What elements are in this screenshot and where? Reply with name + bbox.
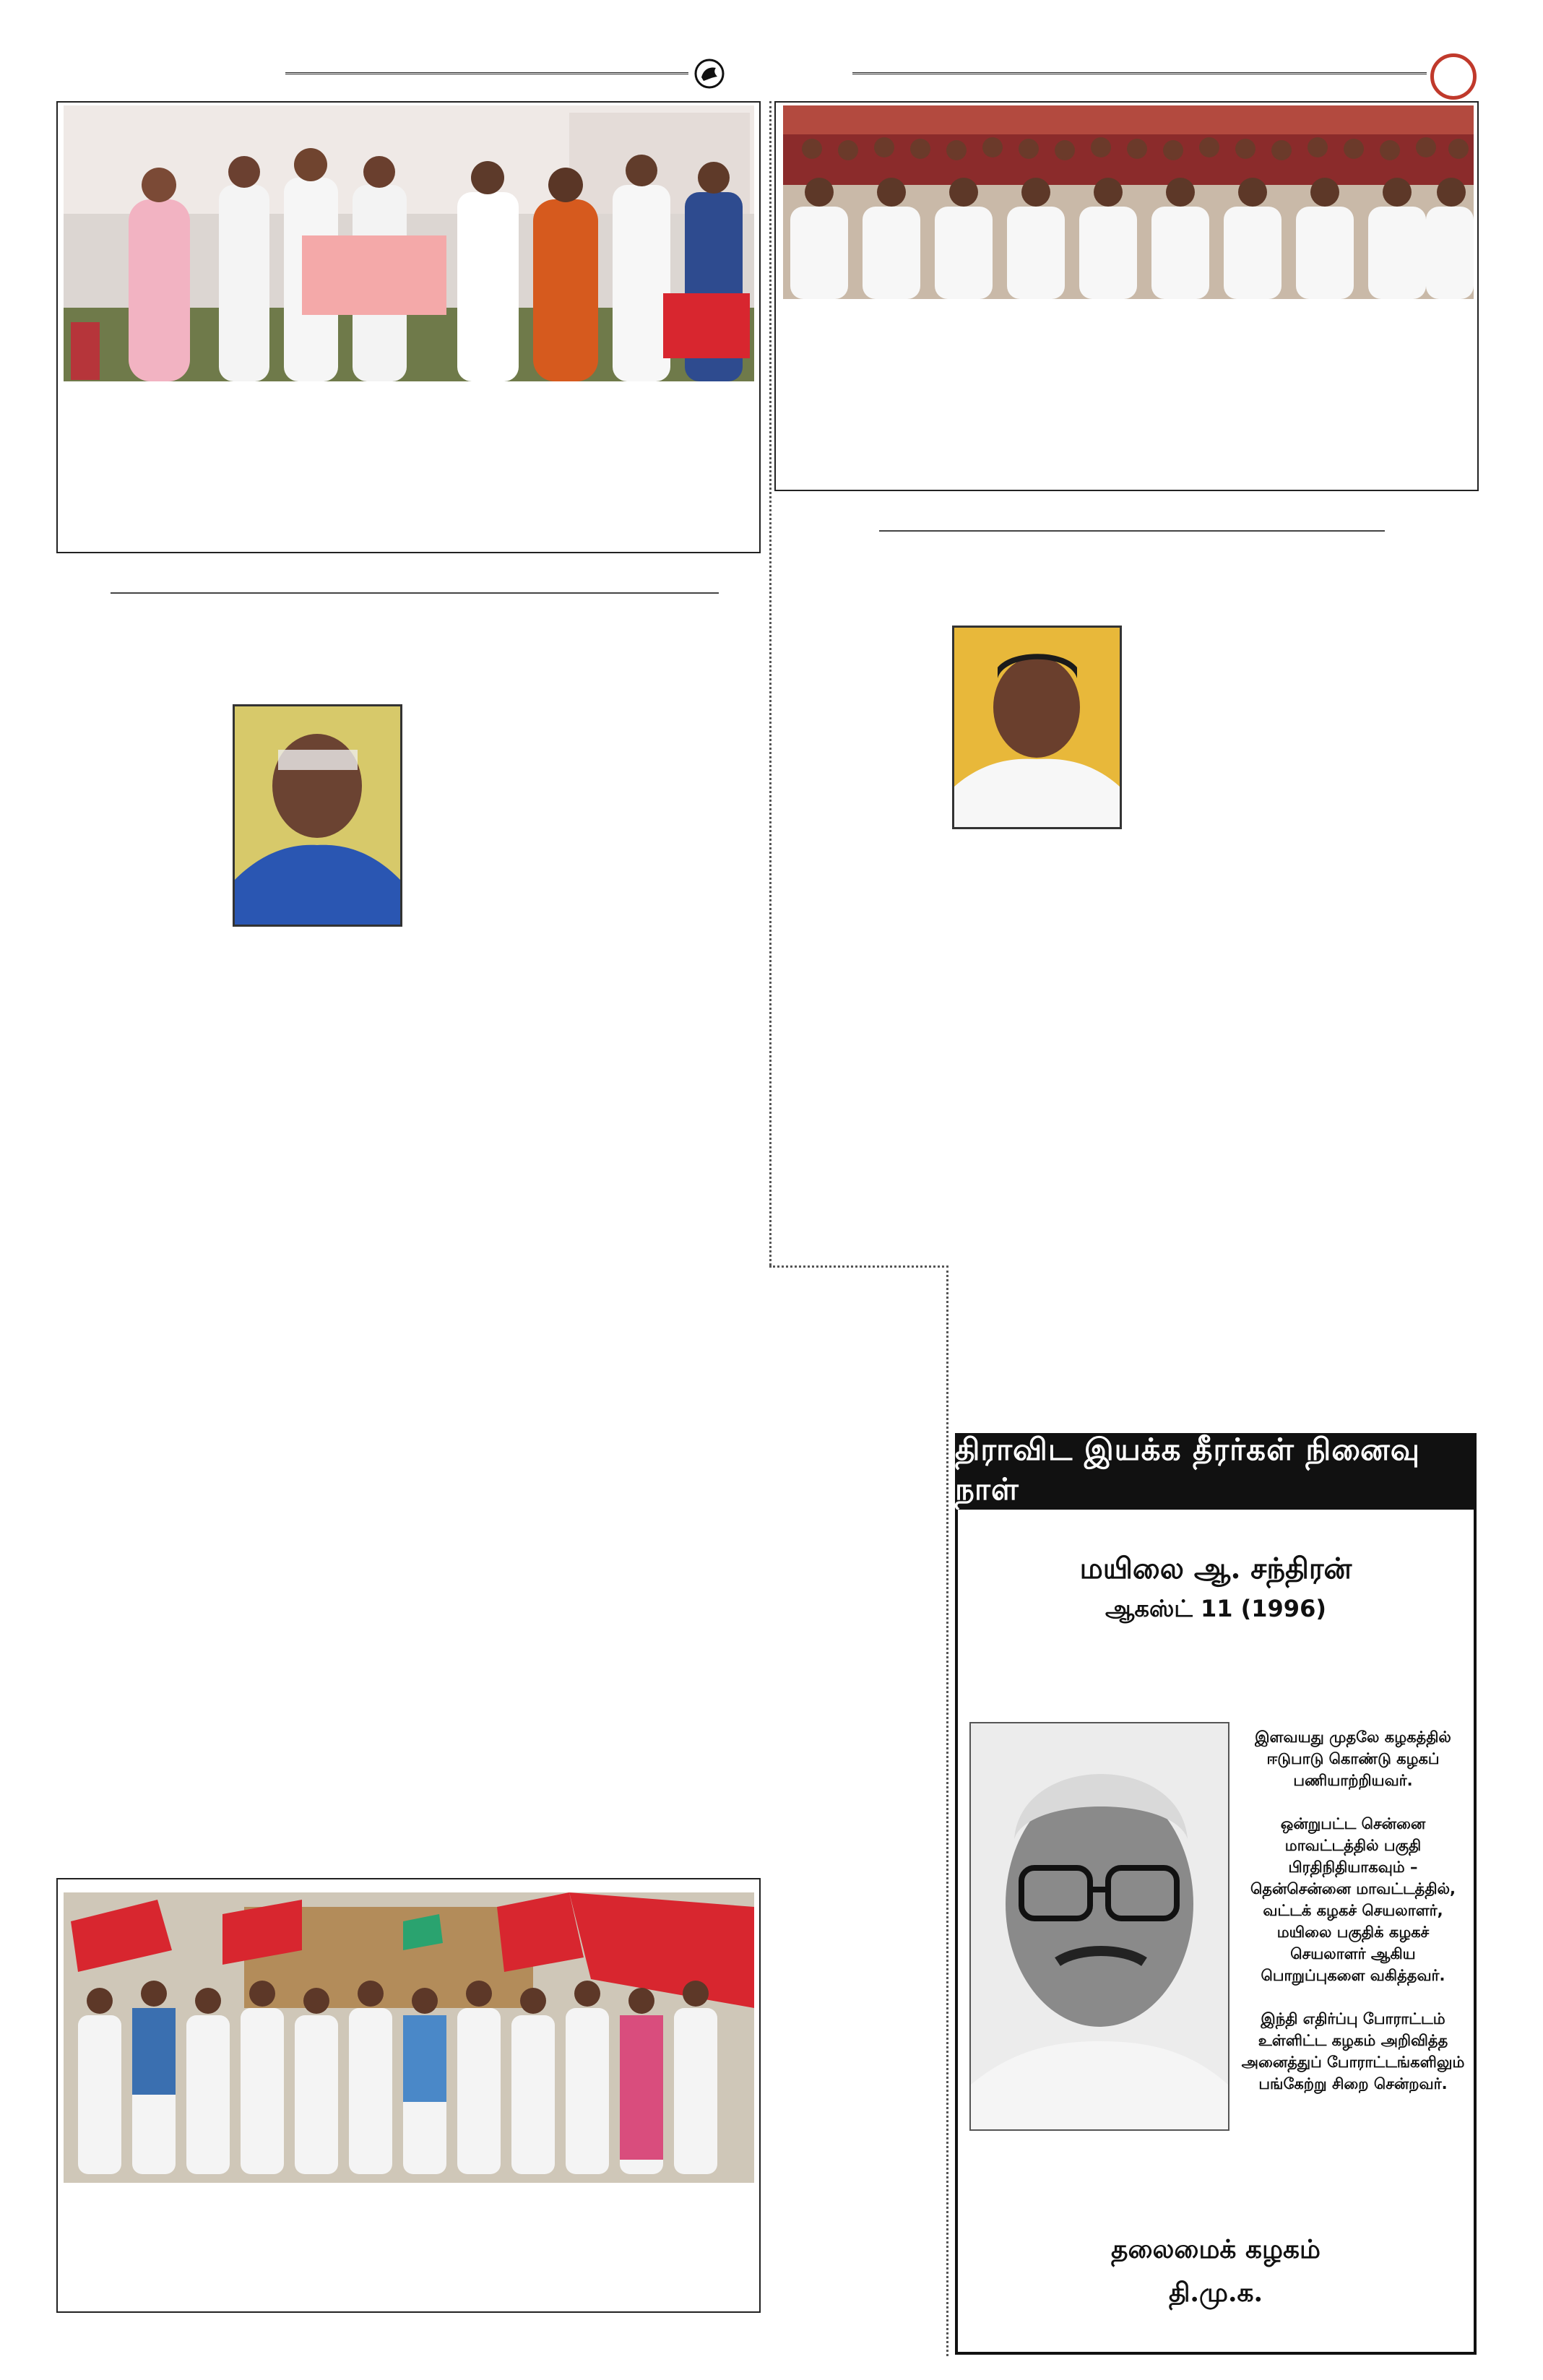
event-photo-audience xyxy=(783,105,1474,299)
page-marker-icon xyxy=(1430,53,1477,100)
section-rule-left xyxy=(111,592,719,594)
tribute-bio-para-3: இந்தி எதிர்ப்பு போராட்டம் உள்ளிட்ட கழகம் அறிவித்த அனைத்துப் போராட்டங்களிலும் பங்கேற்று சிறை சென்றவர். xyxy=(1241,2010,1465,2093)
column-divider-step xyxy=(769,1265,948,1268)
header-rule-right xyxy=(852,72,1427,74)
header-rule-left xyxy=(285,72,688,74)
column-divider-upper xyxy=(769,101,772,1265)
section-rule-right xyxy=(879,530,1385,532)
portrait-right xyxy=(952,626,1122,829)
photo-box-event-left xyxy=(56,101,761,553)
photo-box-event-right xyxy=(774,101,1479,491)
photo-box-protest xyxy=(56,1878,761,2313)
tribute-bio-para-1: இளவயது முதலே கழகத்தில் ஈடுபாடு கொண்டு கழகப் பணியாற்றியவர். xyxy=(1255,1728,1451,1789)
tribute-name: மயிலை ஆ. சந்திரன் xyxy=(1079,1552,1352,1585)
party-emblem-icon xyxy=(693,58,725,90)
protest-photo xyxy=(64,1892,754,2183)
tribute-date: ஆகஸ்ட் 11 (1996) xyxy=(1105,1595,1326,1622)
column-divider-lower xyxy=(946,1265,948,2356)
tribute-party: தி.மு.க. xyxy=(1168,2277,1263,2308)
event-photo-stage xyxy=(64,105,754,381)
tribute-organization: தலைமைக் கழகம் xyxy=(1111,2234,1321,2264)
tribute-heading: திராவிட இயக்க தீரர்கள் நினைவு நாள் xyxy=(955,1433,1477,1510)
tribute-portrait xyxy=(969,1722,1229,2131)
portrait-left xyxy=(233,704,402,927)
tribute-box xyxy=(955,1510,1477,2355)
tribute-bio-para-2: ஒன்றுபட்ட சென்னை மாவட்டத்தில் பகுதி பிரதிநிதியாகவும் – தென்சென்னை மாவட்டத்தில், வட்டக் கழகச் செயலாளர், மயிலை பகுதிக் கழகச் செயலாளர் ஆகிய பொறுப்புகளை வகித்தவர். xyxy=(1250,1815,1456,1984)
tribute-bio xyxy=(1241,1726,1465,2116)
